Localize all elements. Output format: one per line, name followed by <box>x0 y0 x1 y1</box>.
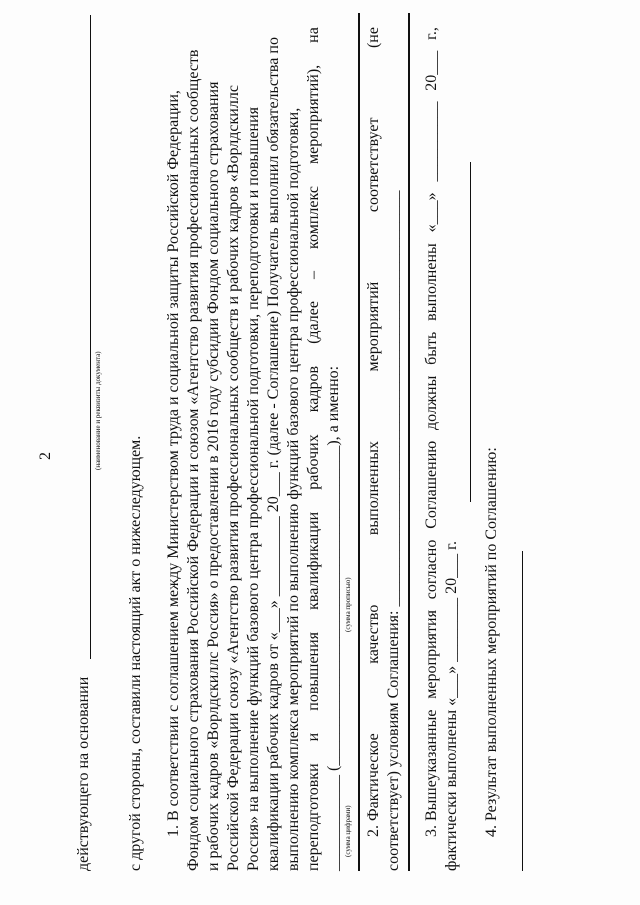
word: мероприятия <box>423 610 440 699</box>
section1-line-5: Россия» на выполнение функций базового центра профессиональной подготовки, переподготовки и повышения <box>245 106 262 871</box>
word: переподготовки <box>305 763 322 871</box>
other-party-line: с другой стороны, составили настоящий акт о нижеследующем. <box>127 435 144 871</box>
word: Соглашению <box>423 440 440 529</box>
word: «___» <box>423 192 440 233</box>
section-divider <box>408 13 410 871</box>
section1-line-4: Российской Федерации союзу «Агентство развития профессиональных сообществ и рабочих кадров «Ворлдскиллс <box>225 85 242 871</box>
word: комплекс <box>305 186 322 249</box>
section4-fill-line <box>522 551 523 871</box>
word: рабочих <box>305 434 322 490</box>
section2-line-2: соответствует) условиям Соглашения: ____________________________________________________ <box>385 190 402 871</box>
word: мероприятий), <box>305 64 322 164</box>
section-divider <box>358 13 360 871</box>
word: быть <box>423 331 440 365</box>
word: выполненных <box>365 440 382 536</box>
section1-line-6: квалификации рабочих кадров от «___» __________ 20___ г. (далее - Соглашение) Получатель выполнил обязательства по <box>265 37 282 871</box>
basis-document-line <box>90 15 91 659</box>
word: мероприятий <box>365 281 382 372</box>
word: 3. Вышеуказанные <box>423 709 440 837</box>
section1-line-9: ____________ (________________________________________), а именно: <box>325 365 342 871</box>
word: __________ <box>423 101 440 182</box>
section1-line-2: Фондом социального страхования Российской Федерации и союзом «Агентство развития профессиональных сообществ <box>185 49 202 871</box>
word: (далее <box>305 301 322 344</box>
word: 20___ <box>423 50 440 91</box>
section1-line-8 <box>304 27 324 871</box>
word: (не <box>365 27 382 49</box>
word: и <box>305 732 322 742</box>
word: на <box>305 27 322 43</box>
word: квалификации <box>305 511 322 610</box>
basis-label: действующего на основании <box>75 676 92 871</box>
word: 2. Фактическое <box>365 733 382 837</box>
rotated-document-content <box>30 7 610 897</box>
section2-line-1 <box>364 27 384 837</box>
page-number: 2 <box>37 452 54 460</box>
section1-line-3: и рабочих кадров «Ворлдскиллс Россия» о предоставлении в 2016 году субсидии Фондом социального страхования <box>205 81 222 871</box>
word: кадров <box>305 365 322 413</box>
word: качество <box>365 604 382 664</box>
section3-fill-line <box>470 162 471 502</box>
section4-line-1: 4. Результат выполненных мероприятий по Соглашению: <box>483 447 500 837</box>
word: г., <box>423 27 440 40</box>
word: должны <box>423 375 440 430</box>
caption-sum-digits: (сумма цифрами) <box>344 805 352 857</box>
section3-line-1 <box>422 27 442 837</box>
word: – <box>305 270 322 279</box>
basis-document-caption: (наименование и реквизиты документа) <box>94 351 102 470</box>
section1-line-1: 1. В соответствии с соглашением между Министерством труда и социальной защиты Российской Федерации, <box>165 90 182 837</box>
word: согласно <box>423 539 440 600</box>
word: соответствует <box>365 117 382 213</box>
word: выполнены <box>423 243 440 321</box>
caption-sum-words: (сумма прописью) <box>344 577 352 632</box>
section1-line-7: выполнению комплекса мероприятий по выполнению функций базового центра профессиональной подготовки, <box>285 107 302 871</box>
section3-line-2: фактически выполнены «___» ________ 20___ г. <box>443 541 460 871</box>
word: повышения <box>305 631 322 711</box>
